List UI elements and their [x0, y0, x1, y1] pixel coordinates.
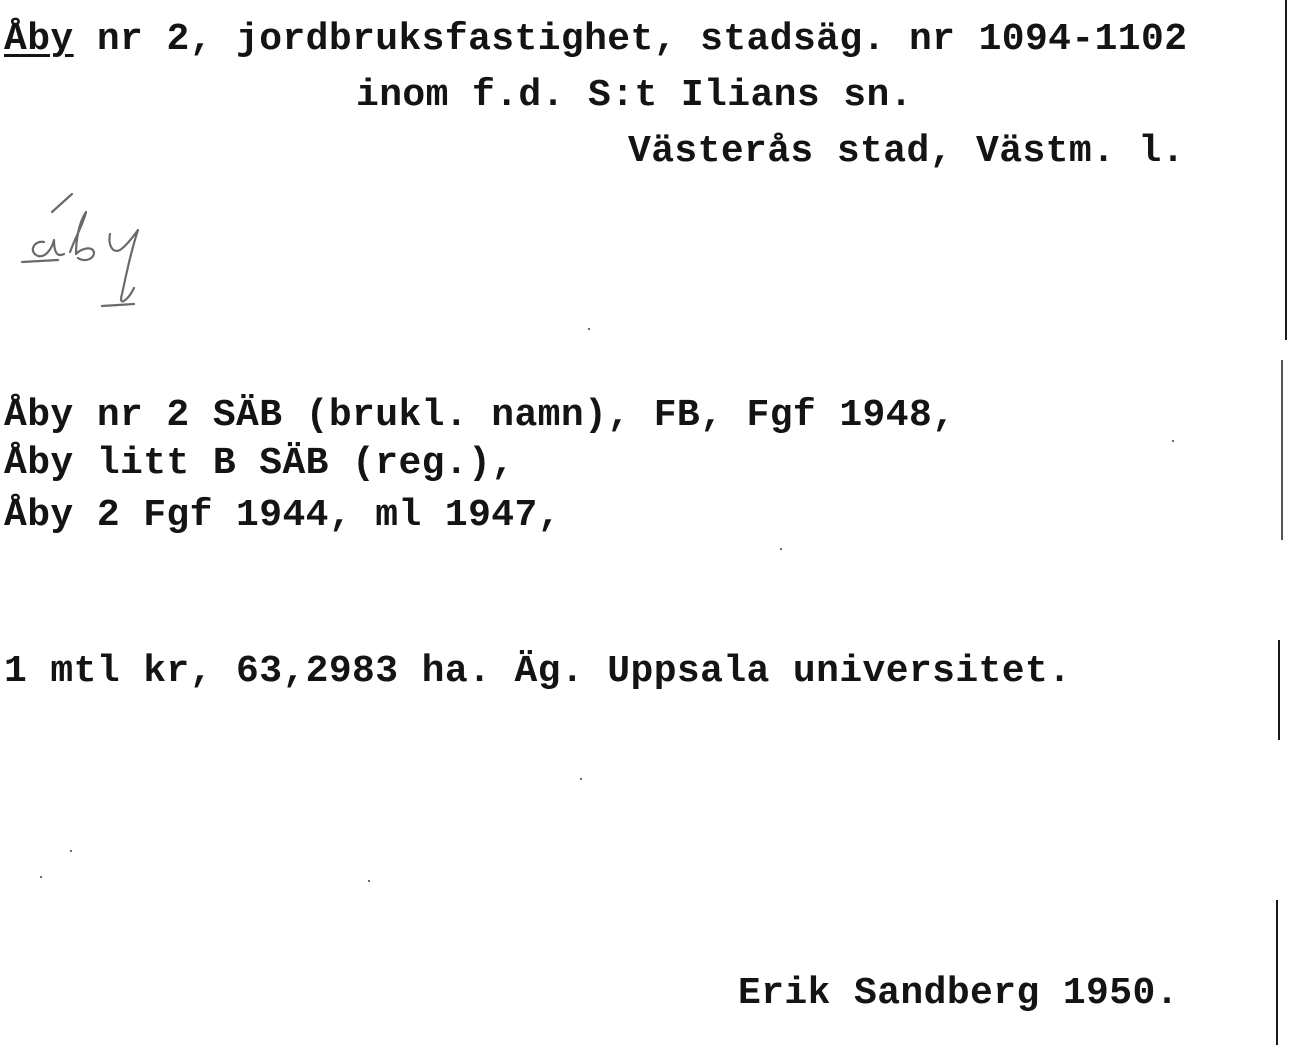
header-line-2: inom f.d. S:t Ilians sn. [356, 74, 913, 117]
scan-speck [580, 778, 582, 780]
description-line: 1 mtl kr, 63,2983 ha. Äg. Uppsala universitet. [4, 650, 1072, 693]
place-name: Åby [4, 18, 74, 61]
card-edge-line [1285, 0, 1287, 340]
scan-speck [1172, 440, 1174, 442]
scan-speck [368, 880, 370, 882]
card-edge-line [1276, 900, 1278, 1045]
card-edge-line [1278, 640, 1280, 740]
header-line-3: Västerås stad, Västm. l. [628, 130, 1185, 173]
signature: Erik Sandberg 1950. [738, 972, 1179, 1015]
property-description: nr 2, jordbruksfastighet, stadsäg. nr 1094-1102 [73, 18, 1188, 61]
handwritten-note [14, 190, 164, 320]
card-edge-line [1281, 360, 1283, 540]
form-line-1: Åby nr 2 SÄB (brukl. namn), FB, Fgf 1948, [4, 394, 956, 437]
form-line-2: Åby litt B SÄB (reg.), [4, 442, 515, 485]
header-line-1 [4, 18, 1187, 62]
scan-speck [780, 548, 782, 550]
svg-text:åby: åby [14, 190, 16, 191]
scan-speck [588, 328, 590, 330]
scan-speck [40, 876, 42, 878]
scan-speck [70, 850, 72, 852]
form-line-3: Åby 2 Fgf 1944, ml 1947, [4, 494, 561, 537]
